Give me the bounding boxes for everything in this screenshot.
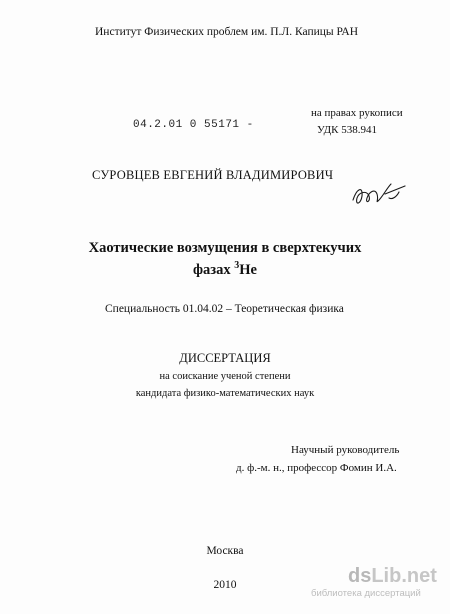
watermark-logo-ds: ds <box>348 565 372 587</box>
manuscript-rights-label: на правах рукописи <box>311 107 403 119</box>
watermark-logo <box>348 566 437 586</box>
element-symbol: He <box>239 261 257 278</box>
supervisor-name: д. ф.-м. н., профессор Фомин И.А. <box>236 462 397 474</box>
udk-code: УДК 538.941 <box>317 124 378 136</box>
signature-image <box>349 178 409 212</box>
speciality-line: Специальность 01.04.02 – Теоретическая физика <box>105 303 344 315</box>
dslib-watermark <box>311 565 437 599</box>
title-line-2-text: фазах <box>193 261 235 278</box>
year: 2010 <box>213 579 237 591</box>
institute-name: Институт Физических проблем им. П.Л. Капицы РАН <box>95 26 359 38</box>
supervisor-label: Научный руководитель <box>291 444 400 456</box>
watermark-logo-lib: Lib.net <box>371 565 437 587</box>
city: Москва <box>206 545 244 557</box>
author-name: СУРОВЦЕВ ЕВГЕНИЙ ВЛАДИМИРОВИЧ <box>92 168 334 182</box>
degree-line-2: кандидата физико-математических наук <box>135 388 315 399</box>
dissertation-heading: ДИССЕРТАЦИЯ <box>179 351 271 365</box>
isotope-superscript: 3 <box>234 260 240 271</box>
watermark-subtitle: библиотека диссертаций <box>311 588 421 599</box>
dissertation-title-line-1: Хаотические возмущения в сверхтекучих <box>88 240 362 256</box>
dissertation-title-line-2 <box>0 260 450 279</box>
degree-line-1: на соискание ученой степени <box>159 371 291 382</box>
library-stamp-number: 04.2.01 0 55171 - <box>133 119 254 131</box>
